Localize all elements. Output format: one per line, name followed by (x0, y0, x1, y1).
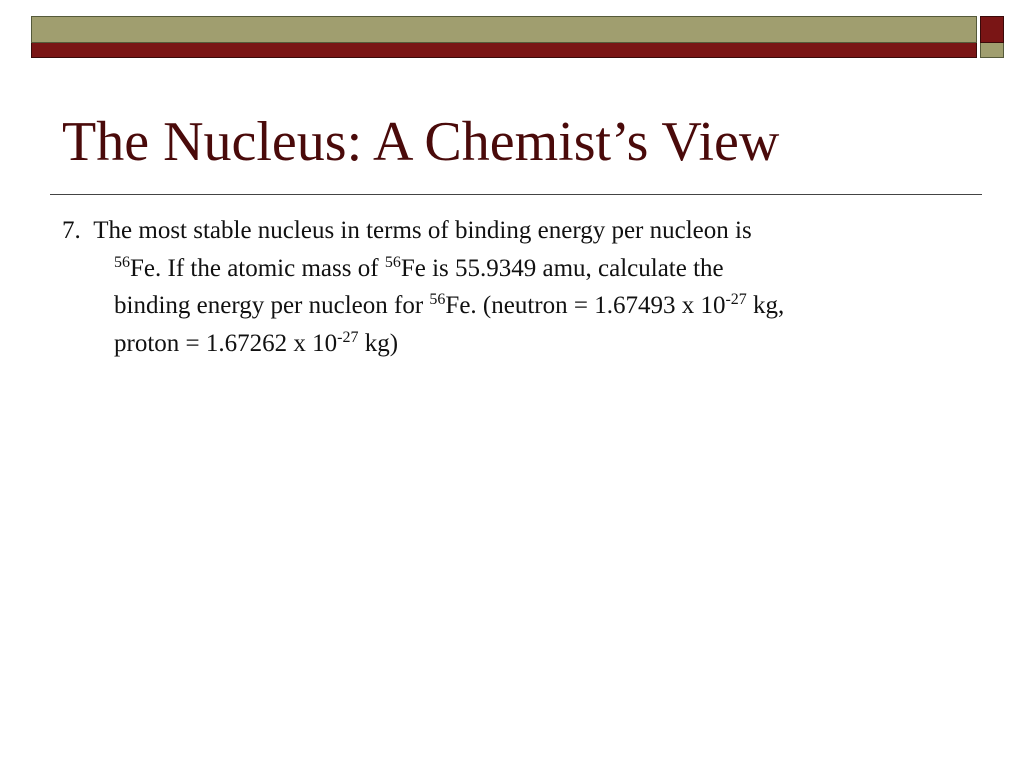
problem-line-2-text-a: Fe. If the atomic mass of (130, 254, 385, 282)
problem-line-3-text-b: Fe. (neutron = 1.67493 x 10 (445, 292, 726, 319)
header-band-olive (31, 16, 977, 43)
problem-line-1 (62, 212, 972, 250)
problem-line-4-text-b: kg) (358, 329, 399, 357)
corner-square-olive (980, 43, 1004, 58)
problem-line-4-text-a: proton = 1.67262 x 10 (114, 329, 338, 357)
exponent: -27 (337, 328, 359, 346)
problem-text (62, 212, 972, 362)
isotope-mass-number: 56 (429, 291, 446, 308)
exponent: -27 (725, 291, 747, 308)
corner-square-maroon (980, 16, 1004, 43)
header-band-maroon (31, 43, 977, 58)
slide-title: The Nucleus: A Chemist’s View (62, 111, 780, 173)
problem-line-2-text-b: Fe is 55.9349 amu, calculate the (400, 254, 724, 282)
isotope-mass-number: 56 (384, 253, 401, 271)
problem-line-2 (62, 250, 972, 288)
isotope-mass-number: 56 (114, 253, 130, 271)
problem-number: 7. (62, 217, 81, 244)
problem-line-3 (62, 287, 972, 325)
title-divider (50, 194, 982, 195)
problem-line-3-text-c: kg, (746, 292, 785, 319)
problem-line-4 (62, 325, 972, 363)
problem-line-1-text: The most stable nucleus in terms of binding energy per nucleon is (93, 217, 752, 244)
problem-line-3-text-a: binding energy per nucleon for (114, 292, 430, 319)
